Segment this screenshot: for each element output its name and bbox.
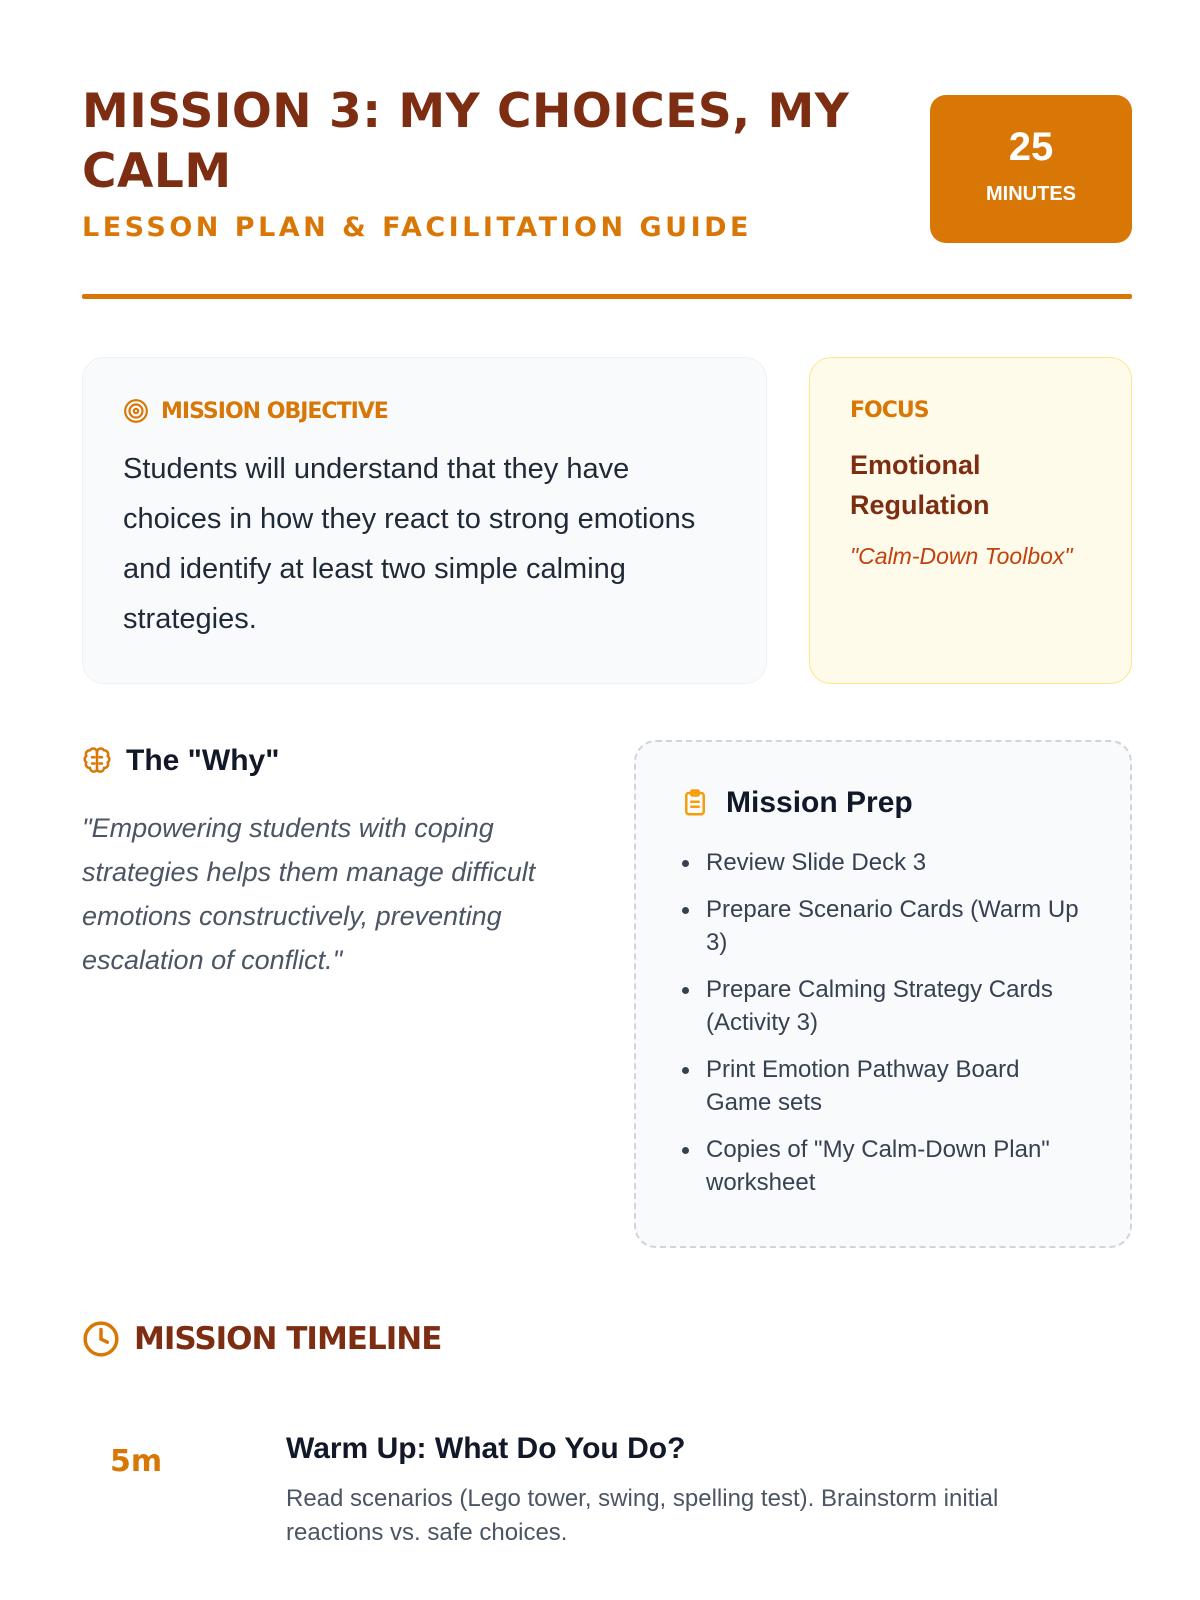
entry-time: 5m <box>110 1444 163 1479</box>
prep-item: Prepare Calming Strategy Cards (Activity 3) <box>680 973 1086 1039</box>
objective-label: MISSION OBJECTIVE <box>161 398 388 424</box>
timeline-title: MISSION TIMELINE <box>134 1321 442 1357</box>
entry-title: Warm Up: What Do You Do? <box>286 1432 686 1465</box>
why-quote: "Empowering students with coping strategies helps them manage difficult emotions constructively, preventing escalation of conflict." <box>82 813 536 975</box>
clipboard-icon <box>680 787 710 819</box>
why-section <box>82 744 582 982</box>
objective-card <box>82 357 767 684</box>
objective-text: Students will understand that they have choices in how they react to strong emotions and identify at least two simple calming strategies. <box>123 453 696 635</box>
mission-prep-card <box>634 740 1132 1248</box>
prep-item: Prepare Scenario Cards (Warm Up 3) <box>680 893 1086 959</box>
header <box>82 82 1132 302</box>
page-subtitle: LESSON PLAN & FACILITATION GUIDE <box>82 212 752 243</box>
focus-note: "Calm-Down Toolbox" <box>850 543 1073 569</box>
prep-title: Mission Prep <box>726 786 913 819</box>
duration-unit: MINUTES <box>986 183 1076 205</box>
prep-item: Print Emotion Pathway Board Game sets <box>680 1053 1086 1119</box>
prep-item: Review Slide Deck 3 <box>680 846 1086 879</box>
focus-label: FOCUS <box>850 398 929 423</box>
target-icon <box>123 398 149 424</box>
brain-icon <box>82 746 112 776</box>
duration-badge <box>930 95 1132 243</box>
focus-title: Emotional Regulation <box>850 450 990 520</box>
page-title: MISSION 3: MY CHOICES, MY CALM <box>82 84 850 199</box>
focus-card <box>809 357 1132 684</box>
duration-value: 25 <box>1008 125 1054 169</box>
entry-description: Read scenarios (Lego tower, swing, spelling test). Brainstorm initial reactions vs. safe choices. <box>286 1485 999 1546</box>
prep-list <box>680 846 1086 1199</box>
header-divider <box>82 294 1132 299</box>
why-title: The "Why" <box>126 744 280 777</box>
prep-item: Copies of "My Calm-Down Plan" worksheet <box>680 1133 1086 1199</box>
clock-icon <box>82 1320 120 1358</box>
timeline-header <box>82 1320 441 1358</box>
